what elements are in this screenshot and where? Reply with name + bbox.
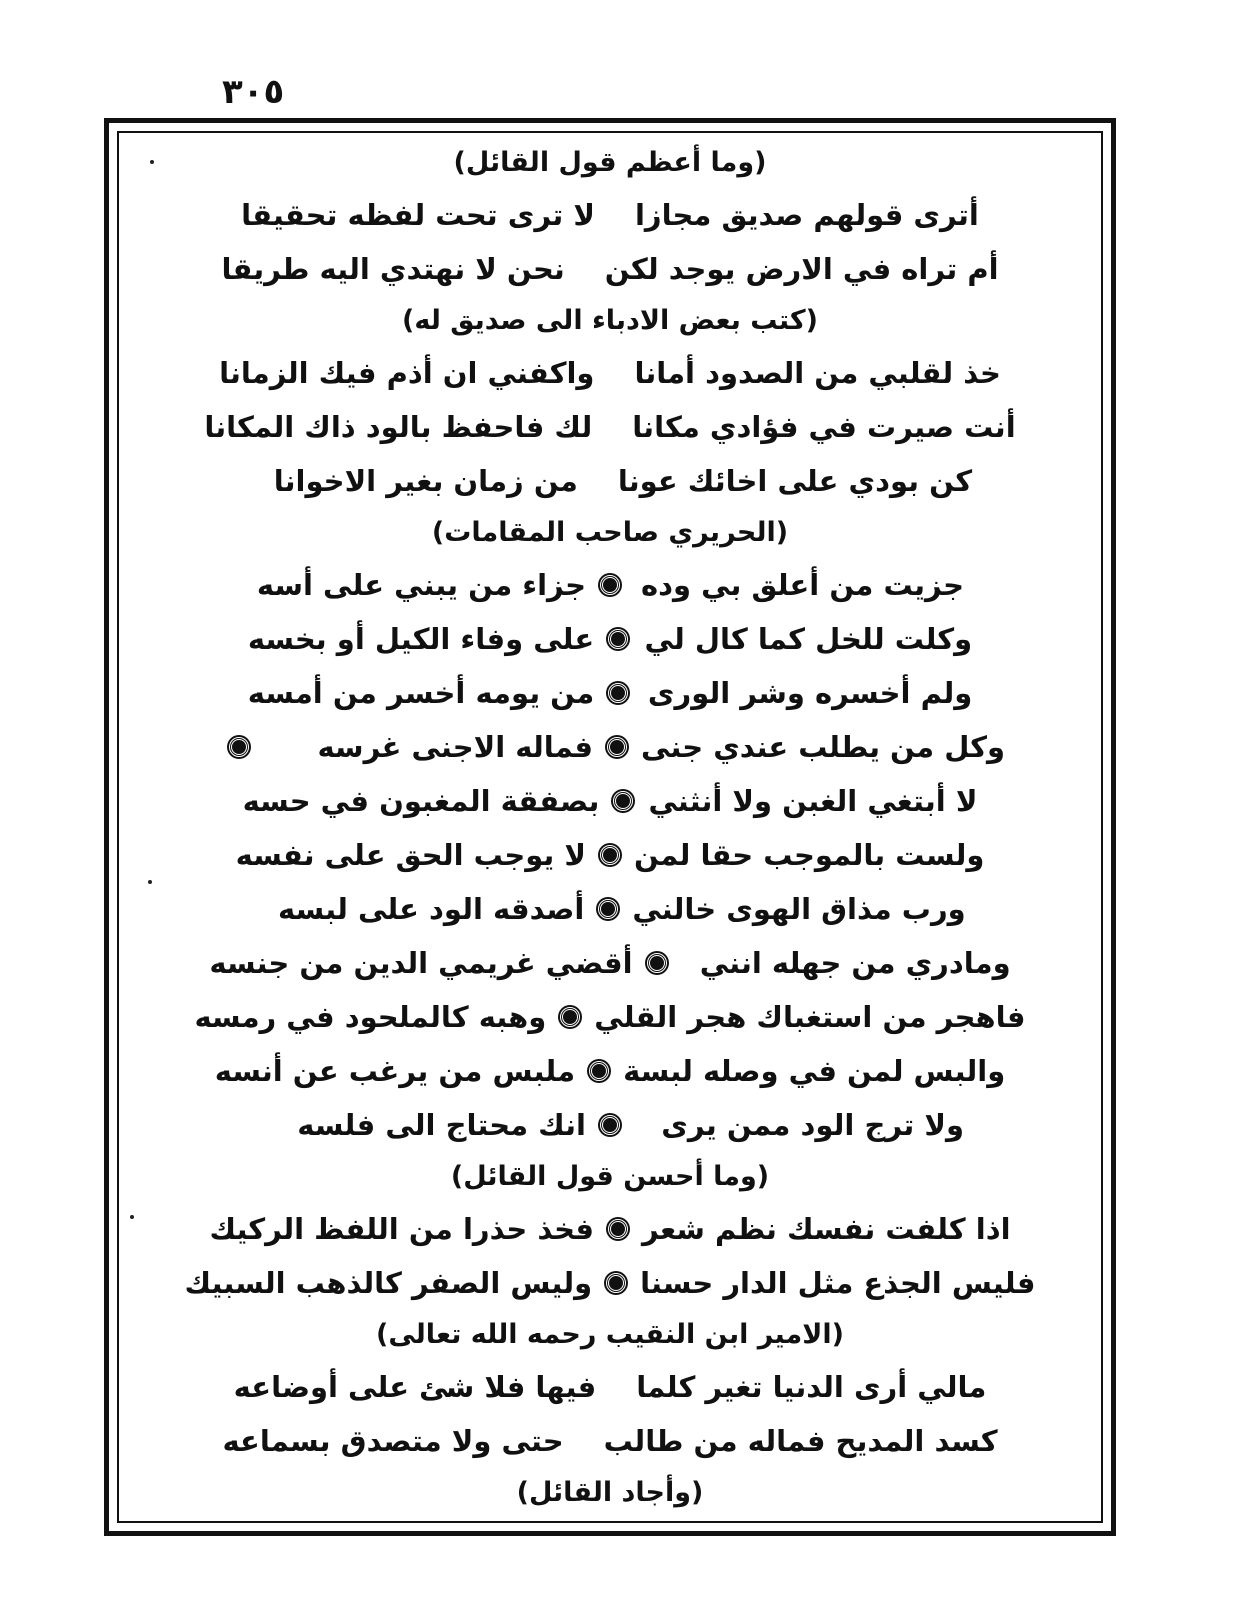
verse-separator-ornament [560, 1007, 580, 1027]
verse-first-hemistich: مالي أرى الدنيا تغير كلما [636, 1370, 987, 1404]
verse-second-hemistich: أصدقه الود على لبسه [278, 892, 585, 926]
verse-first-hemistich: ولم أخسره وشر الورى [647, 676, 973, 710]
verse-line [130, 828, 1090, 882]
verse-second-hemistich: أقضي غريمي الدين من جنسه [209, 946, 633, 980]
verse-line [130, 936, 1090, 990]
verse-first-hemistich: ومادري من جهله انني [699, 946, 1011, 980]
verse-first-hemistich: والبس لمن في وصله لبسة [623, 1054, 1006, 1088]
verse-second-hemistich: جزاء من يبني على أسه [256, 568, 586, 602]
verse-first-hemistich: جزيت من أعلق بي وده [641, 568, 964, 602]
page-number: ٣٠٥ [222, 72, 285, 112]
section-heading: (وأجاد القائل) [516, 1477, 704, 1508]
verse-separator-ornament [608, 629, 628, 649]
verse-separator-ornament [607, 737, 627, 757]
verse-first-hemistich: أنت صيرت في فؤادي مكانا [632, 410, 1016, 444]
verse-first-hemistich: لا أبتغي الغبن ولا أنثني [648, 784, 978, 818]
section-heading: (وما أحسن قول القائل) [450, 1161, 770, 1192]
verse-line [130, 882, 1090, 936]
verse-separator-ornament [589, 1061, 609, 1081]
verse-trailing-ornament [229, 737, 249, 757]
verse-separator-ornament [647, 953, 667, 973]
verse-second-hemistich: لا يوجب الحق على نفسه [235, 838, 586, 872]
verse-line [130, 1044, 1090, 1098]
verse-second-hemistich: حتى ولا متصدق بسماعه [222, 1424, 564, 1458]
verse-line [130, 1360, 1090, 1414]
verse-line [130, 666, 1090, 720]
verse-first-hemistich: فاهجر من استغباك هجر القلي [594, 1000, 1026, 1034]
verse-second-hemistich: فماله الاجنى غرسه [317, 730, 594, 764]
verse-separator-ornament [608, 683, 628, 703]
verse-second-hemistich: لا ترى تحت لفظه تحقيقا [241, 198, 595, 232]
verse-first-hemistich: أم تراه في الارض يوجد لكن [604, 252, 999, 286]
poetry-content [130, 138, 1090, 1518]
verse-separator-ornament [598, 899, 618, 919]
verse-second-hemistich: من زمان بغير الاخوانا [273, 464, 578, 498]
verse-line [130, 400, 1090, 454]
verse-second-hemistich: على وفاء الكيل أو بخسه [247, 622, 595, 656]
verse-second-hemistich: ملبس من يرغب عن أنسه [214, 1054, 576, 1088]
section-heading: (الحريري صاحب المقامات) [431, 517, 789, 548]
verse-line [130, 346, 1090, 400]
verse-line [130, 558, 1090, 612]
verse-separator-ornament [600, 1115, 620, 1135]
verse-line [130, 1414, 1090, 1468]
verse-first-hemistich: أترى قولهم صديق مجازا [634, 198, 979, 232]
verse-separator-ornament [600, 845, 620, 865]
verse-second-hemistich: فخذ حذرا من اللفظ الركيك [209, 1212, 595, 1246]
verse-line [130, 242, 1090, 296]
verse-second-hemistich: واكفني ان أذم فيك الزمانا [219, 356, 595, 390]
verse-first-hemistich: وكل من يطلب عندي جنى [641, 730, 1005, 764]
verse-line [130, 454, 1090, 508]
verse-line [130, 1202, 1090, 1256]
verse-line [130, 774, 1090, 828]
verse-first-hemistich: وكلت للخل كما كال لي [644, 622, 973, 656]
verse-separator-ornament [613, 791, 633, 811]
section-heading: (وما أعظم قول القائل) [453, 147, 767, 178]
verse-line [130, 720, 1090, 774]
verse-first-hemistich: ولا ترج الود ممن يرى [661, 1108, 964, 1142]
verse-separator-ornament [608, 1219, 628, 1239]
verse-line [130, 612, 1090, 666]
verse-separator-ornament [600, 575, 620, 595]
verse-line [130, 188, 1090, 242]
verse-second-hemistich: من يومه أخسر من أمسه [247, 676, 595, 710]
verse-first-hemistich: خذ لقلبي من الصدود أمانا [634, 356, 1001, 390]
verse-second-hemistich: وهبه كالملحود في رمسه [194, 1000, 547, 1034]
verse-first-hemistich: ولست بالموجب حقا لمن [633, 838, 985, 872]
verse-first-hemistich: ورب مذاق الهوى خالني [632, 892, 966, 926]
verse-line [130, 1256, 1090, 1310]
verse-first-hemistich: فليس الجذع مثل الدار حسنا [640, 1266, 1036, 1300]
verse-second-hemistich: بصفقة المغبون في حسه [242, 784, 600, 818]
verse-first-hemistich: اذا كلفت نفسك نظم شعر [642, 1212, 1011, 1246]
verse-first-hemistich: كسد المديح فماله من طالب [603, 1424, 998, 1458]
section-heading: (الامير ابن النقيب رحمه الله تعالى) [376, 1319, 844, 1350]
verse-second-hemistich: لك فاحفظ بالود ذاك المكانا [204, 410, 593, 444]
verse-line [130, 1098, 1090, 1152]
section-heading: (كتب بعض الادباء الى صديق له) [402, 305, 818, 336]
verse-separator-ornament [606, 1273, 626, 1293]
verse-second-hemistich: وليس الصفر كالذهب السبيك [184, 1266, 593, 1300]
verse-second-hemistich: فيها فلا شئ على أوضاعه [233, 1370, 597, 1404]
verse-second-hemistich: نحن لا نهتدي اليه طريقا [221, 252, 565, 286]
verse-second-hemistich: انك محتاج الى فلسه [297, 1108, 586, 1142]
verse-first-hemistich: كن بودي على اخائك عونا [617, 464, 973, 498]
verse-line [130, 990, 1090, 1044]
